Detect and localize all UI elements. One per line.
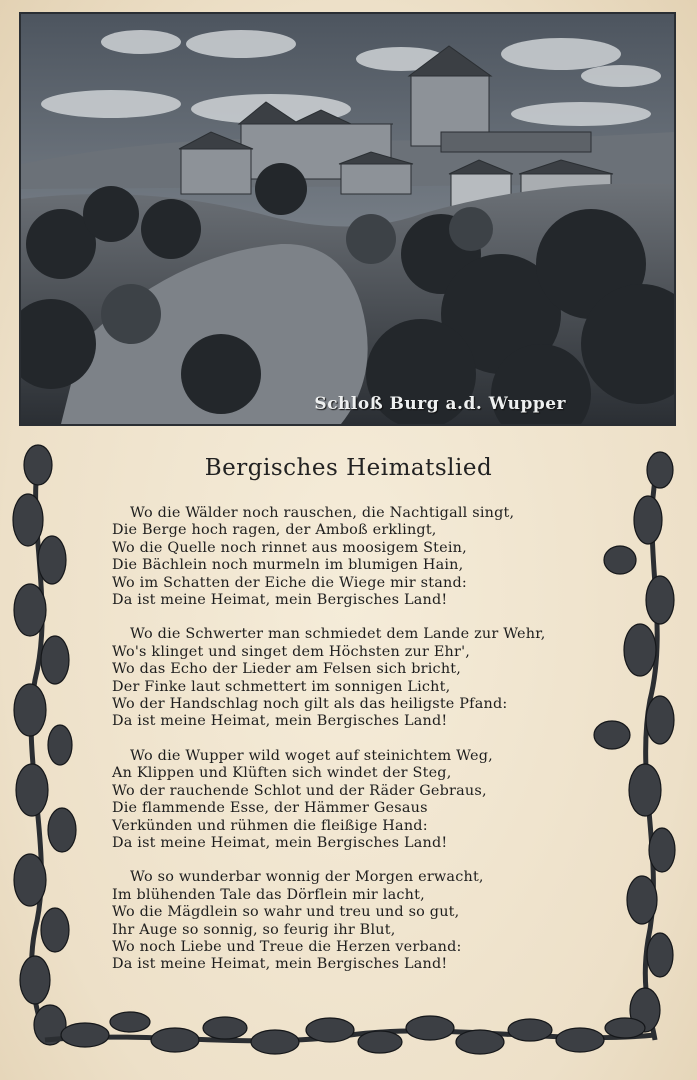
bottom-vine-ornament — [45, 1012, 655, 1054]
poem-line: Wo der rauchende Schlot und der Räder Gebraus, — [112, 782, 487, 799]
poem-line: Die flammende Esse, der Hämmer Gesaus — [112, 800, 428, 817]
poem-line: Wo das Echo der Lieder am Felsen sich bricht, — [112, 661, 462, 678]
poem-refrain: Da ist meine Heimat, mein Bergisches Land! — [112, 956, 448, 973]
poem-text — [112, 505, 612, 991]
poem-line: Wo im Schatten der Eiche die Wiege mir stand: — [112, 574, 467, 591]
poem-line: Der Finke laut schmettert im sonnigen Licht, — [112, 678, 451, 695]
poem-line: Wo noch Liebe und Treue die Herzen verband: — [112, 938, 462, 955]
left-vine-ornament — [13, 445, 76, 1045]
poem-line: Die Berge hoch ragen, der Amboß erklingt, — [112, 522, 437, 539]
poem-line: An Klippen und Klüften sich windet der Steg, — [112, 765, 452, 782]
poem-line: Wo die Wälder noch rauschen, die Nachtigall singt, — [130, 505, 515, 521]
poem-line: Im blühenden Tale das Dörflein mir lacht, — [112, 886, 425, 903]
poem-line: Wo die Schwerter man schmiedet dem Lande zur Wehr, — [130, 626, 546, 643]
poem-line: Ihr Auge so sonnig, so feurig ihr Blut, — [112, 921, 396, 938]
stanza-4 — [112, 869, 612, 973]
poem-line: Wo die Quelle noch rinnet aus moosigem Stein, — [112, 539, 467, 556]
poem-title: Bergisches Heimatslied — [204, 455, 493, 481]
poem-refrain: Da ist meine Heimat, mein Bergisches Land! — [112, 713, 448, 730]
poem-refrain: Da ist meine Heimat, mein Bergisches Land! — [112, 834, 448, 851]
poem-line: Wo so wunderbar wonnig der Morgen erwacht, — [130, 869, 484, 886]
stanza-3 — [112, 748, 612, 852]
poem-line: Wo die Wupper wild woget auf steinichtem Weg, — [130, 747, 493, 764]
poem-refrain: Da ist meine Heimat, mein Bergisches Land! — [112, 592, 448, 609]
photo-caption: Schloß Burg a.d. Wupper — [314, 394, 566, 414]
stanza-2 — [112, 626, 612, 730]
poem-line: Verkünden und rühmen die fleißige Hand: — [112, 817, 428, 834]
stanza-1 — [112, 505, 612, 609]
poem-line: Wo's klinget und singet dem Höchsten zur Ehr', — [112, 643, 471, 660]
poem-line: Wo der Handschlag noch gilt als das heiligste Pfand: — [112, 696, 508, 713]
poem-line: Wo die Mägdlein so wahr und treu und so gut, — [112, 904, 460, 921]
poem-line: Die Bächlein noch murmeln im blumigen Hain, — [112, 557, 464, 574]
